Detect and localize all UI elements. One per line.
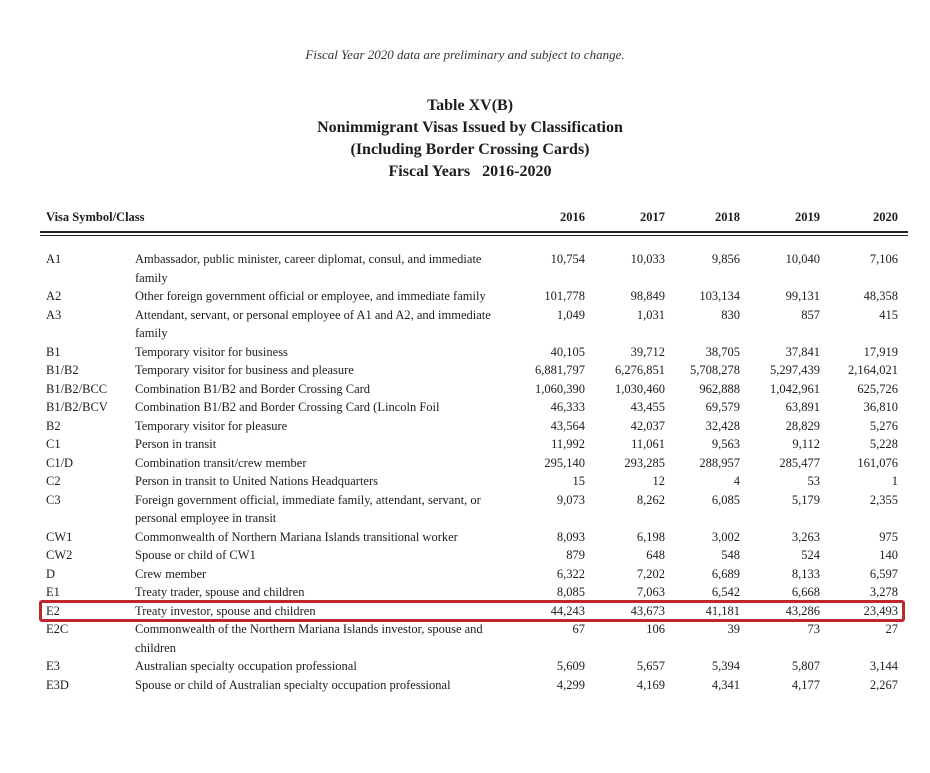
- value-2017: 43,673: [630, 603, 665, 618]
- header-rule-bottom: [40, 235, 908, 236]
- value-2020: 3,144: [869, 659, 898, 673]
- visa-description: Spouse or child of CW1: [135, 548, 256, 562]
- value-2018: 41,181: [705, 603, 740, 618]
- value-2020: 7,106: [869, 252, 898, 266]
- value-2016: 15: [572, 474, 585, 488]
- value-2017: 11,061: [631, 437, 665, 451]
- value-2017: 43,455: [630, 400, 665, 414]
- visa-symbol: CW2: [46, 548, 73, 562]
- visa-description: Commonwealth of Northern Mariana Islands transitional worker: [135, 529, 458, 544]
- visa-description: Australian specialty occupation professional: [135, 659, 357, 673]
- value-2017: 648: [646, 548, 665, 562]
- table-row: [40, 435, 908, 454]
- value-2019: 10,040: [785, 252, 820, 266]
- visa-description: Attendant, servant, or personal employee of A1 and A2, and immediate family: [135, 307, 491, 340]
- table-row: [40, 546, 908, 565]
- value-2018: 9,563: [711, 437, 740, 451]
- value-2016: 6,881,797: [535, 363, 585, 377]
- visa-description: Person in transit to United Nations Headquarters: [135, 474, 379, 488]
- value-2019: 5,179: [791, 492, 820, 507]
- value-2020: 2,267: [869, 677, 898, 692]
- table-row: [40, 250, 908, 287]
- e2-highlight-box: [39, 600, 905, 622]
- visa-description: Temporary visitor for business and pleasure: [135, 363, 354, 377]
- value-2018: 6,689: [711, 566, 740, 581]
- table-header: [40, 210, 908, 232]
- header-year-2019: 2019: [795, 210, 820, 224]
- visa-symbol: A2: [46, 289, 62, 303]
- value-2019: 37,841: [785, 344, 820, 359]
- table-row: [40, 343, 908, 362]
- value-2016: 67: [572, 622, 585, 636]
- visa-symbol: E3: [46, 659, 60, 673]
- visa-symbol: C1: [46, 437, 61, 451]
- value-2020: 625,726: [857, 381, 898, 396]
- visa-description: Commonwealth of the Northern Mariana Islands investor, spouse and children: [135, 622, 483, 655]
- visa-symbol: C3: [46, 492, 61, 507]
- title-line-4: [0, 161, 930, 183]
- value-2016: 1,060,390: [535, 381, 585, 396]
- visa-symbol: CW1: [46, 529, 73, 544]
- visa-description: Combination transit/crew member: [135, 455, 307, 470]
- value-2020: 3,278: [869, 585, 898, 599]
- table-row: [40, 491, 908, 528]
- visa-symbol: B1/B2/BCC: [46, 381, 108, 396]
- value-2017: 6,198: [636, 529, 665, 544]
- value-2018: 4,341: [711, 677, 740, 692]
- value-2016: 11,992: [551, 437, 585, 451]
- visa-symbol: B2: [46, 418, 61, 433]
- visa-symbol: E2: [46, 603, 60, 618]
- header-year-2016: 2016: [560, 210, 585, 224]
- header-year-2018: 2018: [715, 210, 740, 224]
- value-2017: 12: [652, 474, 665, 488]
- value-2016: 8,085: [556, 585, 585, 599]
- table-row: [40, 417, 908, 436]
- visa-description: Treaty trader, spouse and children: [135, 585, 305, 599]
- value-2017: 39,712: [630, 344, 665, 359]
- value-2018: 962,888: [699, 381, 740, 396]
- title-line-3: (Including Border Crossing Cards): [350, 141, 590, 158]
- visa-symbol: B1/B2: [46, 363, 79, 377]
- value-2019: 5,297,439: [770, 363, 820, 377]
- visa-description: Combination B1/B2 and Border Crossing Card (Lincoln Foil: [135, 400, 440, 414]
- value-2019: 4,177: [791, 677, 820, 692]
- visa-description: Other foreign government official or employee, and immediate family: [135, 289, 486, 303]
- title-fiscal-years-label: Fiscal Years: [388, 163, 471, 180]
- value-2017: 106: [646, 622, 665, 636]
- visa-description: Ambassador, public minister, career diplomat, consul, and immediate family: [135, 252, 482, 285]
- table-row: [40, 472, 908, 491]
- value-2016: 5,609: [556, 659, 585, 673]
- value-2016: 879: [566, 548, 585, 562]
- title-line-1: Table XV(B): [426, 97, 514, 114]
- header-year-2020: 2020: [873, 210, 898, 224]
- value-2020: 17,919: [863, 344, 898, 359]
- value-2019: 1,042,961: [770, 381, 820, 396]
- value-2020: 48,358: [863, 289, 898, 303]
- value-2019: 5,807: [791, 659, 820, 673]
- value-2020: 23,493: [863, 603, 898, 618]
- value-2016: 10,754: [550, 252, 585, 266]
- value-2019: 3,263: [791, 529, 820, 544]
- table-row: [40, 454, 908, 473]
- header-visa-symbol: Visa Symbol/Class: [46, 210, 145, 224]
- visa-description: Temporary visitor for pleasure: [135, 418, 288, 433]
- visa-description: Crew member: [135, 566, 207, 581]
- visa-symbol: E1: [46, 585, 60, 599]
- value-2019: 6,668: [791, 585, 820, 599]
- visa-description: Treaty investor, spouse and children: [135, 603, 316, 618]
- value-2019: 285,477: [779, 455, 820, 470]
- value-2016: 9,073: [556, 492, 585, 507]
- value-2016: 295,140: [544, 455, 585, 470]
- visa-symbol: C2: [46, 474, 61, 488]
- table-row: [40, 528, 908, 547]
- value-2017: 4,169: [636, 677, 665, 692]
- visa-symbol: A1: [46, 252, 62, 266]
- title-fiscal-years-range: 2016-2020: [482, 163, 552, 180]
- value-2018: 6,085: [711, 492, 740, 507]
- value-2016: 44,243: [550, 603, 585, 618]
- visa-symbol: E3D: [46, 677, 69, 692]
- table-row: [40, 657, 908, 676]
- value-2019: 99,131: [785, 289, 820, 303]
- header-rule-top: [40, 231, 908, 233]
- table-row: [40, 306, 908, 343]
- visa-symbol: E2C: [46, 622, 69, 636]
- value-2020: 27: [885, 622, 898, 636]
- value-2020: 5,276: [869, 418, 898, 433]
- value-2018: 32,428: [705, 418, 740, 433]
- value-2019: 43,286: [785, 603, 820, 618]
- value-2016: 46,333: [550, 400, 585, 414]
- value-2018: 38,705: [705, 344, 740, 359]
- value-2020: 140: [879, 548, 898, 562]
- value-2017: 98,849: [630, 289, 665, 303]
- title-line-2: Nonimmigrant Visas Issued by Classification: [317, 119, 623, 136]
- table-row: [40, 361, 908, 380]
- value-2020: 415: [879, 307, 898, 322]
- value-2018: 103,134: [699, 289, 740, 303]
- table-row: [40, 287, 908, 306]
- visa-symbol: B1/B2/BCV: [46, 400, 108, 414]
- value-2020: 2,355: [869, 492, 898, 507]
- value-2017: 8,262: [636, 492, 665, 507]
- value-2020: 36,810: [863, 400, 898, 414]
- value-2017: 7,063: [636, 585, 665, 599]
- value-2019: 524: [801, 548, 820, 562]
- value-2017: 293,285: [624, 455, 665, 470]
- value-2017: 6,276,851: [615, 363, 665, 377]
- table-row: [40, 398, 908, 417]
- value-2018: 39: [727, 622, 740, 636]
- visa-symbol: A3: [46, 307, 62, 322]
- value-2019: 9,112: [792, 437, 820, 451]
- visa-symbol: D: [46, 566, 56, 581]
- value-2017: 5,657: [636, 659, 665, 673]
- value-2016: 101,778: [544, 289, 585, 303]
- value-2016: 4,299: [556, 677, 585, 692]
- value-2018: 9,856: [711, 252, 740, 266]
- table-row: [40, 380, 908, 399]
- table-row: [40, 676, 908, 695]
- value-2018: 3,002: [711, 529, 740, 544]
- value-2019: 63,891: [785, 400, 820, 414]
- value-2019: 857: [801, 307, 820, 322]
- visa-symbol: C1/D: [46, 455, 74, 470]
- visa-description: Spouse or child of Australian specialty occupation professional: [135, 677, 451, 692]
- value-2018: 4: [733, 474, 740, 488]
- value-2016: 6,322: [556, 566, 585, 581]
- value-2018: 5,708,278: [690, 363, 740, 377]
- value-2017: 42,037: [630, 418, 665, 433]
- value-2019: 28,829: [785, 418, 820, 433]
- value-2018: 6,542: [711, 585, 740, 599]
- value-2020: 5,228: [869, 437, 898, 451]
- value-2020: 2,164,021: [848, 363, 898, 377]
- value-2018: 288,957: [699, 455, 740, 470]
- header-year-2017: 2017: [640, 210, 665, 224]
- table-row: [40, 620, 908, 657]
- value-2018: 5,394: [711, 659, 740, 673]
- visa-symbol: B1: [46, 344, 61, 359]
- table-row: [40, 565, 908, 584]
- value-2020: 161,076: [857, 455, 898, 470]
- value-2018: 830: [721, 307, 740, 322]
- value-2017: 1,031: [636, 307, 665, 322]
- visa-description: Temporary visitor for business: [135, 344, 288, 359]
- value-2017: 1,030,460: [615, 381, 665, 396]
- value-2016: 43,564: [550, 418, 585, 433]
- value-2020: 6,597: [869, 566, 898, 581]
- preliminary-note: Fiscal Year 2020 data are preliminary and subject to change.: [305, 47, 625, 62]
- value-2019: 73: [807, 622, 820, 636]
- table-row: [40, 583, 908, 602]
- value-2016: 40,105: [550, 344, 585, 359]
- value-2017: 10,033: [630, 252, 665, 266]
- visa-description: Foreign government official, immediate family, attendant, servant, or personal employee in transit: [135, 492, 481, 525]
- value-2020: 1: [891, 474, 898, 488]
- value-2019: 8,133: [791, 566, 820, 581]
- value-2017: 7,202: [636, 566, 665, 581]
- visa-table: [40, 250, 908, 694]
- visa-description: Combination B1/B2 and Border Crossing Card: [135, 381, 371, 396]
- table-title: [0, 95, 930, 183]
- value-2018: 548: [721, 548, 740, 562]
- visa-description: Person in transit: [135, 437, 217, 451]
- value-2020: 975: [879, 529, 898, 544]
- value-2016: 8,093: [556, 529, 585, 544]
- value-2019: 53: [807, 474, 820, 488]
- value-2016: 1,049: [556, 307, 585, 322]
- value-2018: 69,579: [705, 400, 740, 414]
